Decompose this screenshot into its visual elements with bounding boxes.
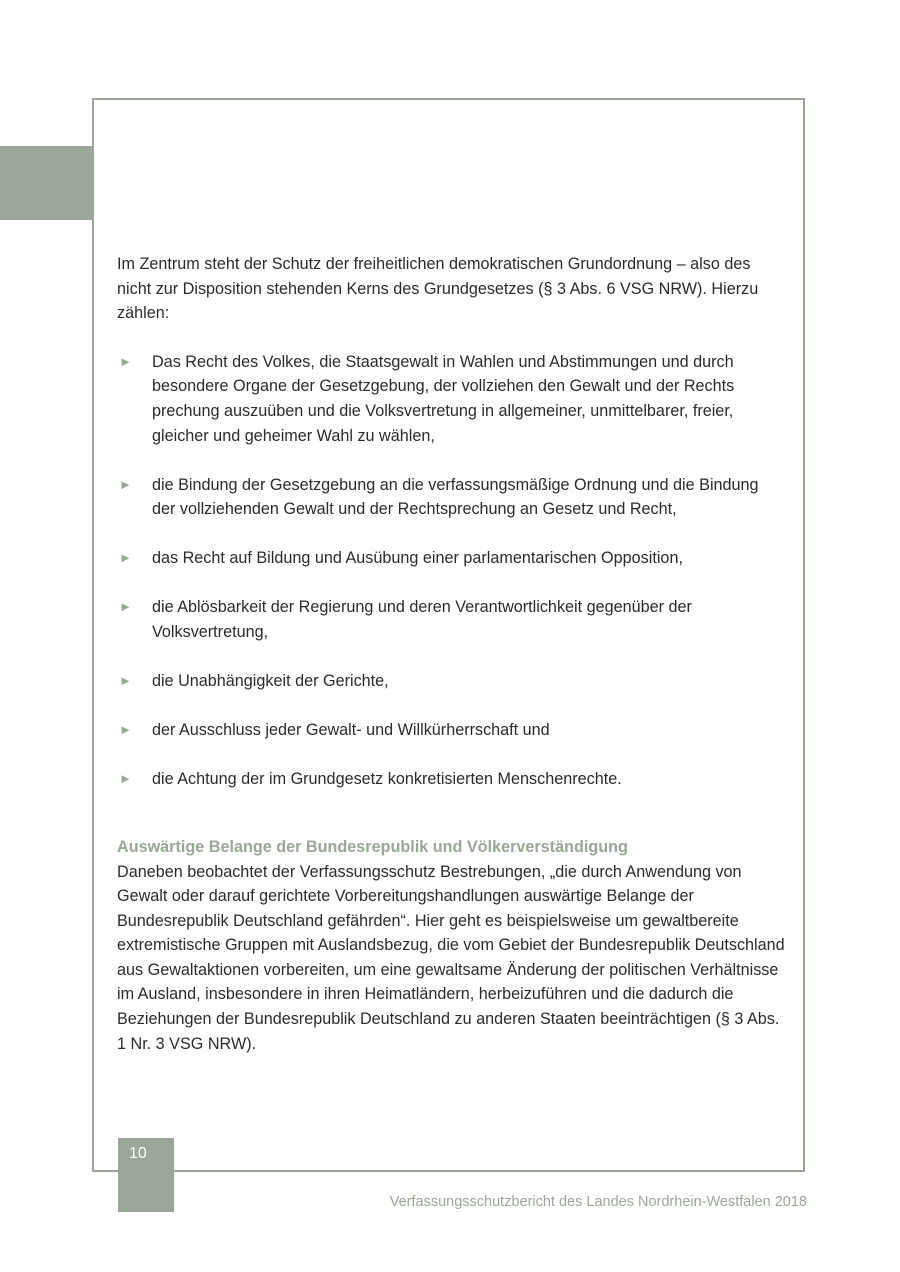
bullet-arrow-icon: ► [119,476,132,492]
footer-title: Verfassungsschutzbericht des Landes Nordrhein-Westfalen 2018 [389,1194,807,1210]
principles-list [117,350,785,792]
list-item: ► das Recht auf Bildung und Ausübung einer parlamentarischen Opposition, [117,546,785,571]
list-item: ► die Achtung der im Grundgesetz konkretisierten Menschenrechte. [117,767,785,792]
list-item: ► der Ausschluss jeder Gewalt- und Willkürherrschaft und [117,718,785,743]
list-item: ► die Bindung der Gesetzgebung an die verfassungsmäßige Ordnung und die Bindung der vollziehenden Gewalt und der Rechtsprechung an Gesetz und Recht, [117,473,785,522]
list-item: ► Das Recht des Volkes, die Staatsgewalt in Wahlen und Abstimmungen und durch besondere Organe der Gesetzgebung, der vollziehen den Gewalt und der Rechts prechung auszuüben und die Volksvertretung in allgemeiner, unmittelbarer, freier, gleicher und geheimer Wahl zu wählen, [117,350,785,448]
list-item: ► die Unabhängigkeit der Gerichte, [117,669,785,694]
bullet-arrow-icon: ► [119,673,132,689]
bullet-arrow-icon: ► [119,599,132,615]
bullet-arrow-icon: ► [119,722,132,738]
page-number: 10 [118,1138,174,1212]
bullet-arrow-icon: ► [119,550,132,566]
main-content [117,252,785,1056]
list-item: ► die Ablösbarkeit der Regierung und deren Verantwortlichkeit gegenüber der Volksvertretung, [117,595,785,644]
bullet-arrow-icon: ► [119,353,132,369]
bullet-arrow-icon: ► [119,771,132,787]
intro-paragraph: Im Zentrum steht der Schutz der freiheitlichen demokratischen Grundordnung – also des nicht zur Disposition stehenden Kerns des Grundgesetzes (§ 3 Abs. 6 VSG NRW). Hierzu zählen: [117,255,759,323]
section-body: Daneben beobachtet der Verfassungsschutz Bestrebungen, „die durch Anwendung von Gewalt oder darauf gerichtete Vorbereitungshandlungen auswärtige Belange der Bundesrepublik Deutschland gefährden“. Hier geht es beispielsweise um gewaltbereite extremistische Gruppen mit Auslandsbezug, die vom Gebiet der Bundesrepublik Deutschland aus Gewaltaktionen vorbereiten, um eine gewaltsame Änderung der politischen Verhältnisse im Ausland, insbesondere in ihren Heimatländern, herbeizuführen und die dadurch die Beziehungen der Bundesrepublik Deutschland zu anderen Staaten beeinträchtigen (§ 3 Abs. 1 Nr. 3 VSG NRW). [117,862,785,1053]
side-tab-marker [0,146,93,220]
section-heading: Auswärtige Belange der Bundesrepublik und Völkerverständigung [117,837,628,856]
